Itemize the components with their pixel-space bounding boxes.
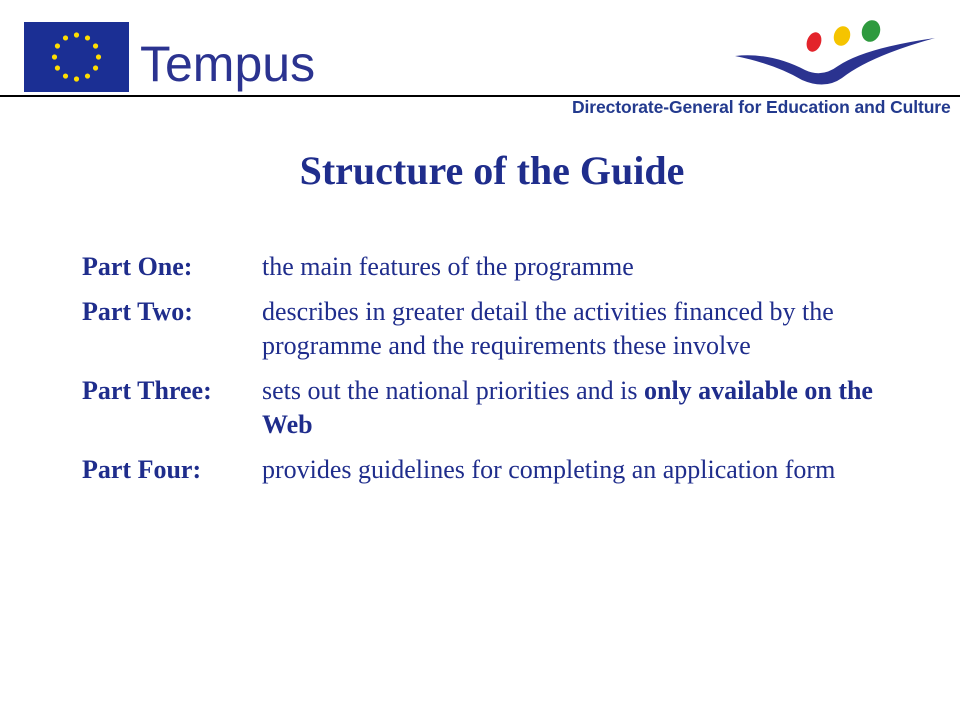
star-icon xyxy=(63,73,68,78)
star-icon xyxy=(55,65,60,70)
part-label: Part Four: xyxy=(82,455,202,484)
star-icon xyxy=(63,35,68,40)
star-icon xyxy=(52,54,57,59)
slide-title: Structure of the Guide xyxy=(299,148,685,193)
part-row xyxy=(82,374,912,442)
part-description: provides guidelines for completing an application form xyxy=(262,455,836,484)
dg-caption: Directorate-General for Education and Culture xyxy=(572,97,951,117)
eu-stars-icon xyxy=(24,22,129,92)
star-icon xyxy=(74,32,79,37)
part-label: Part One: xyxy=(82,252,193,281)
part-label: Part Two: xyxy=(82,297,193,326)
star-icon xyxy=(85,73,90,78)
part-description: the main features of the programme xyxy=(262,252,634,281)
star-icon xyxy=(85,35,90,40)
star-icon xyxy=(93,43,98,48)
part-description: sets out the national priorities and is only available on the Web xyxy=(262,376,873,439)
part-row xyxy=(82,295,912,363)
star-icon xyxy=(55,43,60,48)
star-icon xyxy=(74,76,79,81)
part-row xyxy=(82,453,912,487)
eu-flag-icon xyxy=(24,22,129,92)
part-label: Part Three: xyxy=(82,376,212,405)
dg-eac-logo-icon xyxy=(730,18,940,88)
star-icon xyxy=(93,65,98,70)
brand-title: Tempus xyxy=(140,36,316,92)
part-description: describes in greater detail the activities financed by the programme and the requirements these involve xyxy=(262,297,834,360)
star-icon xyxy=(96,54,101,59)
part-row xyxy=(82,250,912,284)
emphasis-text: only available on the Web xyxy=(262,376,873,439)
parts-list xyxy=(82,250,912,498)
